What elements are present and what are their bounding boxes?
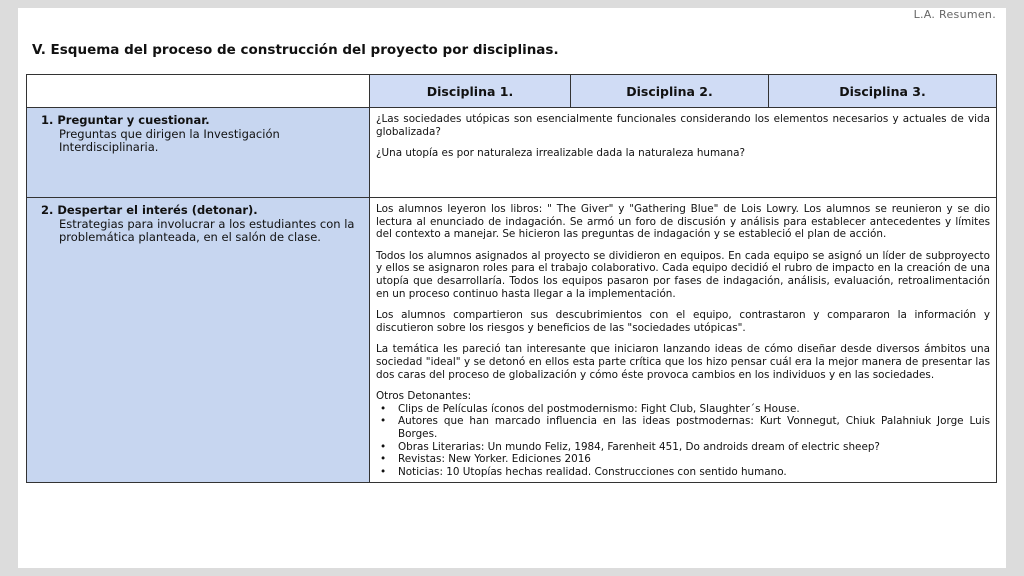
list-item: • Noticias: 10 Utopías hechas realidad. Construcciones con sentido humano.: [398, 466, 990, 479]
row-title: 1. Preguntar y cuestionar.: [41, 113, 210, 127]
row-label-cell: [27, 198, 370, 483]
header-corner-text: L.A. Resumen.: [913, 8, 996, 21]
detonantes-list: [376, 403, 990, 479]
row-label-cell: [27, 108, 370, 198]
row-subtitle: Estrategias para involucrar a los estudiantes con la problemática planteada, en el salón de clase.: [59, 216, 355, 244]
list-item: • Autores que han marcado influencia en las ideas postmodernas: Kurt Vonnegut, Chiuk Palahniuk Jorge Luis Borges.: [398, 415, 990, 440]
column-header-disciplina-1: Disciplina 1.: [370, 75, 571, 108]
row-subtitle: Preguntas que dirigen la Investigación Interdisciplinaria.: [59, 126, 280, 154]
content-paragraph: La temática les pareció tan interesante que iniciaron lanzando ideas de cómo diseñar desde diversos ámbitos una sociedad "ideal" y se detonó en ellos esta parte crítica que los hizo pensar cuál era la mejor manera de presentar las dos caras del proceso de globalización y cómo éste provoca cambios en los individuos y en las sociedades.: [376, 343, 990, 381]
column-header-disciplina-3: Disciplina 3.: [769, 75, 997, 108]
question-paragraph: ¿Las sociedades utópicas son esencialmente funcionales considerando los elementos necesarios y actuales de vida globalizada?: [376, 113, 990, 138]
discipline-table: [26, 74, 997, 483]
table-row: [27, 198, 997, 483]
document-page: [18, 8, 1006, 568]
content-paragraph: Todos los alumnos asignados al proyecto se dividieron en equipos. En cada equipo se asignó un líder de subproyecto y ellos se asignaron roles para el trabajo colaborativo. Cada equipo decidió el rubro de impacto en la creación de una utopía que desarrollaría. Todos los equipos pasaron por fases de indagación, análisis, evaluación, retroalimentación en un proceso continuo hasta llegar a la implementación.: [376, 249, 990, 300]
row-content-cell: [370, 198, 997, 483]
content-paragraph: Los alumnos compartieron sus descubrimientos con el equipo, contrastaron y compararon la información y discutieron sobre los riesgos y beneficios de las "sociedades utópicas".: [376, 309, 990, 334]
row-content-cell: [370, 108, 997, 198]
column-header-disciplina-2: Disciplina 2.: [571, 75, 769, 108]
section-heading: V. Esquema del proceso de construcción del proyecto por disciplinas.: [32, 42, 559, 58]
content-paragraph: Los alumnos leyeron los libros: " The Giver" y "Gathering Blue" de Lois Lowry. Los alumnos se reunieron y se dio lectura al enunciado de indagación. Se armó un foro de discusión y análisis para establecer antecedentes y límites del contexto a manejar. Se hicieron las preguntas de indagación y se estableció el plan de acción.: [376, 203, 990, 241]
list-item: • Clips de Películas íconos del postmodernismo: Fight Club, Slaughter´s House.: [398, 403, 990, 416]
otros-detonantes-label: Otros Detonantes:: [376, 390, 472, 403]
list-item: • Revistas: New Yorker. Ediciones 2016: [398, 453, 990, 466]
row-title: 2. Despertar el interés (detonar).: [41, 203, 258, 217]
table-header-row: [27, 75, 997, 108]
question-paragraph: ¿Una utopía es por naturaleza irrealizable dada la naturaleza humana?: [376, 147, 745, 160]
list-item: • Obras Literarias: Un mundo Feliz, 1984, Farenheit 451, Do androids dream of electric sheep?: [398, 441, 990, 454]
table-row: [27, 108, 997, 198]
header-blank-cell: [27, 75, 370, 108]
